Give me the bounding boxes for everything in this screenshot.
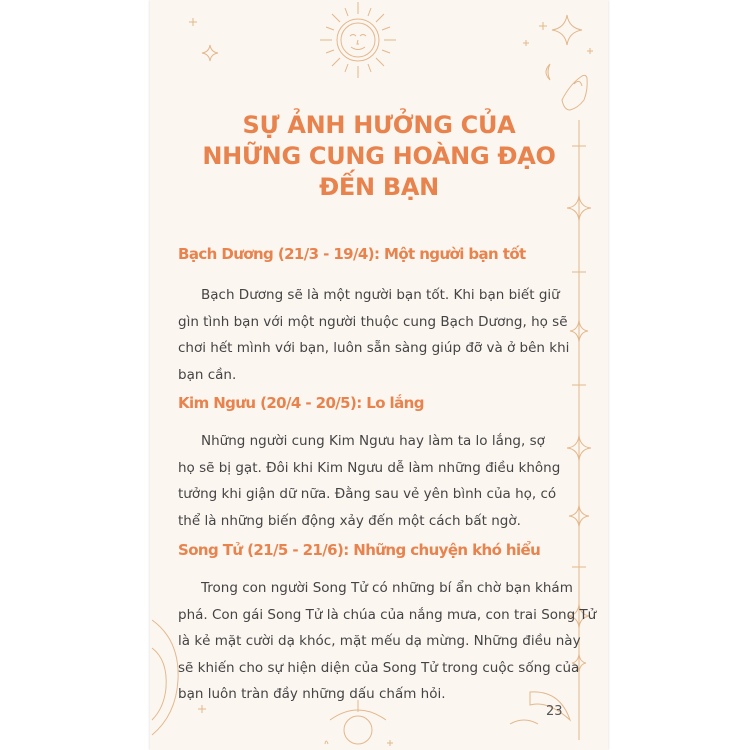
paragraph-line: Những người cung Kim Ngưu hay làm ta lo lắng, sợ bbox=[201, 433, 545, 449]
paragraph-line: thể là những biến động xảy đến một cách bất ngờ. bbox=[178, 512, 521, 529]
paragraph-line: phá. Con gái Song Tử là chúa của nắng mưa, con trai Song Tử bbox=[178, 606, 597, 623]
section-paragraph-song-tu bbox=[178, 575, 597, 708]
section-paragraph-kim-nguu bbox=[178, 428, 588, 534]
paragraph-line: sẽ khiến cho sự hiện diện của Song Tử trong cuộc sống của bbox=[178, 659, 580, 676]
paragraph-line: tưởng khi giận dữ nữa. Đằng sau vẻ yên bình của họ, có bbox=[178, 486, 557, 502]
paragraph-line: Trong con người Song Tử có những bí ẩn chờ bạn khám bbox=[201, 580, 573, 596]
paragraph-line: bạn luôn tràn đầy những dấu chấm hỏi. bbox=[178, 686, 446, 702]
paragraph-line: là kẻ mặt cười dạ khóc, mặt mếu dạ mừng. Những điều này bbox=[178, 633, 581, 649]
title-line: SỰ ẢNH HƯỞNG CỦA bbox=[242, 111, 516, 139]
page-number: 23 bbox=[546, 704, 563, 719]
section-heading-bach-duong: Bạch Dương (21/3 - 19/4): Một người bạn tốt bbox=[178, 245, 526, 263]
section-heading-kim-nguu: Kim Ngưu (20/4 - 20/5): Lo lắng bbox=[178, 394, 424, 412]
sun-icon bbox=[320, 2, 396, 78]
title-line: ĐẾN BẠN bbox=[319, 173, 439, 201]
paragraph-line: Bạch Dương sẽ là một người bạn tốt. Khi bạn biết giữ bbox=[201, 287, 560, 303]
hand-icon bbox=[562, 75, 587, 110]
crescent-moon-icon bbox=[546, 64, 550, 80]
title-line: NHỮNG CUNG HOÀNG ĐẠO bbox=[202, 142, 556, 170]
paragraph-line: bạn cần. bbox=[178, 366, 237, 383]
section-heading-song-tu: Song Tử (21/5 - 21/6): Những chuyện khó hiểu bbox=[178, 541, 541, 559]
section-paragraph-bach-duong bbox=[178, 282, 588, 388]
paragraph-line: họ sẽ bị gạt. Đôi khi Kim Ngưu dễ làm những điều không bbox=[178, 459, 561, 476]
chapter-title bbox=[150, 110, 608, 203]
book-page bbox=[150, 0, 608, 750]
paragraph-line: chơi hết mình với bạn, luôn sẵn sàng giúp đỡ và ở bên khi bbox=[178, 340, 570, 356]
paragraph-line: gìn tình bạn với một người thuộc cung Bạch Dương, họ sẽ bbox=[178, 313, 568, 330]
sparkle-icon bbox=[552, 15, 582, 45]
